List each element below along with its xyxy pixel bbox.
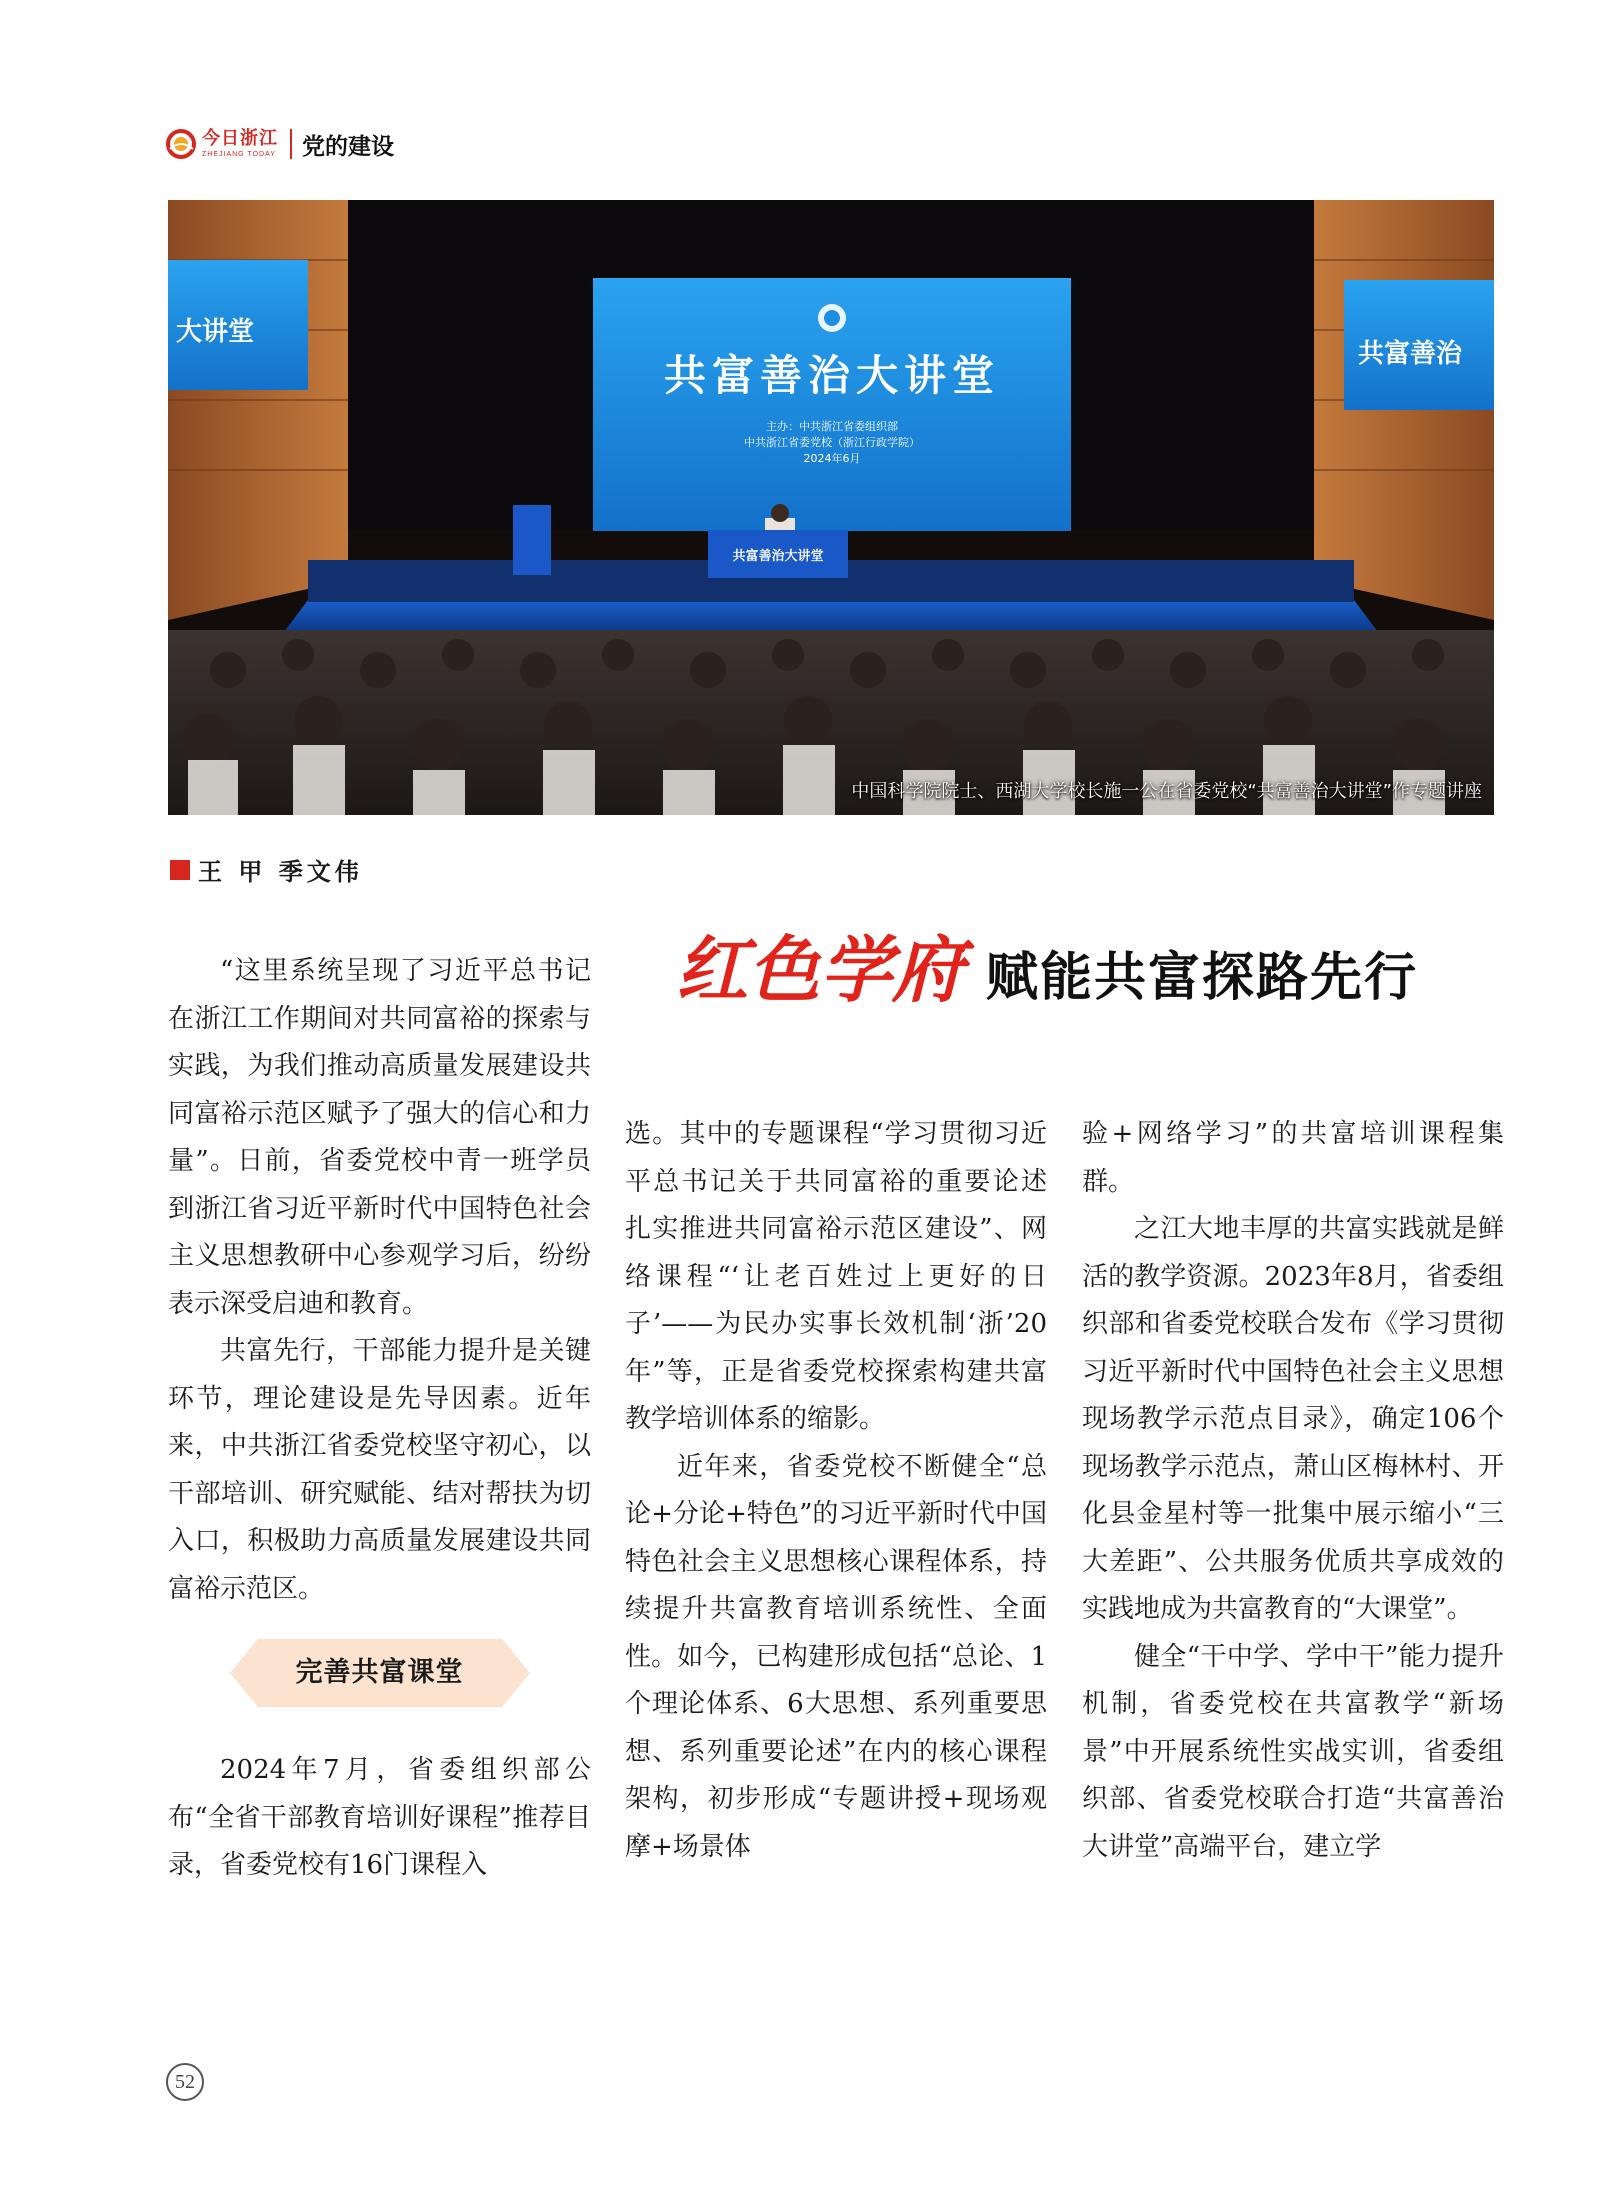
screen-date: 2024年6月 bbox=[803, 452, 861, 465]
screen-title: 共富善治大讲堂 bbox=[663, 351, 1001, 400]
paragraph: 选。其中的专题课程“学习贯彻习近平总书记关于共同富裕的重要论述 扎实推进共同富裕示范区建设”、网络课程“‘让老百姓过上更好的日子’——为民办实事长效机制‘浙’20年”等，正是省委党校探索构建共富教学培训体系的缩影。 bbox=[625, 1119, 1047, 1434]
speaker-head bbox=[771, 504, 789, 522]
column-1 bbox=[168, 948, 591, 1890]
right-side-screen-text: 共富善治 bbox=[1358, 339, 1463, 369]
subheading bbox=[230, 1639, 530, 1707]
lectern-text: 共富善治大讲堂 bbox=[732, 549, 824, 564]
left-side-screen-text: 大讲堂 bbox=[176, 317, 255, 347]
masthead bbox=[166, 124, 394, 164]
paragraph: “这里系统呈现了习近平总书记在浙江工作期间对共同富裕的探索与实践，为我们推动高质量发展建设共同富裕示范区赋予了强大的信心和力量”。日前，省委党校中青一班学员到浙江省习近平新时代中国特色社会主义思想教研中心参观学习后，纷纷表示深受启迪和教育。 bbox=[168, 956, 591, 1319]
section-name: 党的建设 bbox=[302, 133, 394, 160]
photo-caption: 中国科学院院士、西湖大学校长施一公在省委党校“共富善治大讲堂”作专题讲座 bbox=[851, 781, 1482, 802]
byline-marker bbox=[170, 860, 190, 880]
paragraph: 近年来，省委党校不断健全“总论+分论+特色”的习近平新时代中国特色社会主义思想核心课程体系，持续提升共富教育培训系统性、全面性。如今，已构建形成包括“总论、1个理论体系、6大思想、系列重要思想、系列重要论述”在内的核心课程架构，初步形成“专题讲授+现场观摩+场景体 bbox=[625, 1451, 1047, 1862]
author-names: 王 甲 季文伟 bbox=[198, 858, 363, 886]
subheading-text: 完善共富课堂 bbox=[295, 1657, 464, 1689]
paragraph: 共富先行，干部能力提升是关键环节，理论建设是先导因素。近年来，中共浙江省委党校坚守初心，以干部培训、研究赋能、结对帮扶为切入口，积极助力高质量发展建设共同富裕示范区。 bbox=[168, 1336, 591, 1604]
title-red-part: 红色学府 bbox=[676, 928, 965, 1012]
article-title bbox=[676, 912, 1418, 1016]
logo-title: 今日浙江 bbox=[202, 128, 278, 149]
paragraph: 之江大地丰厚的共富实践就是鲜活的教学资源。2023年8月，省委组织部和省委党校联合发布《学习贯彻习近平新时代中国特色社会主义思想现场教学示范点目录》，确定106个现场教学示范点，萧山区梅林村、开化县金星村等一批集中展示缩小“三大差距”、公共服务优质共享成效的实践地成为共富教育的“大课堂”。 bbox=[1082, 1214, 1504, 1624]
header-divider bbox=[290, 129, 292, 159]
paragraph: 验+网络学习”的共富培训课程集群。 bbox=[1082, 1119, 1504, 1197]
screen-emblem-core-icon bbox=[824, 310, 840, 326]
today-zhejiang-logo-icon bbox=[166, 129, 196, 159]
byline bbox=[170, 852, 363, 887]
side-podium bbox=[513, 505, 551, 575]
paragraph: 健全“干中学、学中干”能力提升机制，省委党校在共富教学“新场景”中开展系统性实战实训，省委组织部、省委党校联合打造“共富善治大讲堂”高端平台，建立学 bbox=[1082, 1641, 1504, 1862]
lecture-hall-illustration bbox=[168, 200, 1494, 815]
lecture-hall-photo bbox=[168, 200, 1494, 815]
page-number: 52 bbox=[166, 2063, 204, 2101]
screen-organizer-1: 主办：中共浙江省委组织部 bbox=[766, 420, 898, 433]
logo-subtitle: ZHEJIANG TODAY bbox=[202, 151, 276, 158]
screen-organizer-2: 中共浙江省委党校（浙江行政学院） bbox=[744, 436, 920, 449]
paragraph: 2024年7月，省委组织部公布“全省干部教育培训好课程”推荐目录，省委党校有16门课程入 bbox=[168, 1755, 591, 1880]
title-black-part: 赋能共富探路先行 bbox=[986, 948, 1419, 1008]
column-2 bbox=[625, 1111, 1047, 1871]
column-3 bbox=[1082, 1111, 1504, 1871]
logo-text bbox=[202, 130, 278, 158]
